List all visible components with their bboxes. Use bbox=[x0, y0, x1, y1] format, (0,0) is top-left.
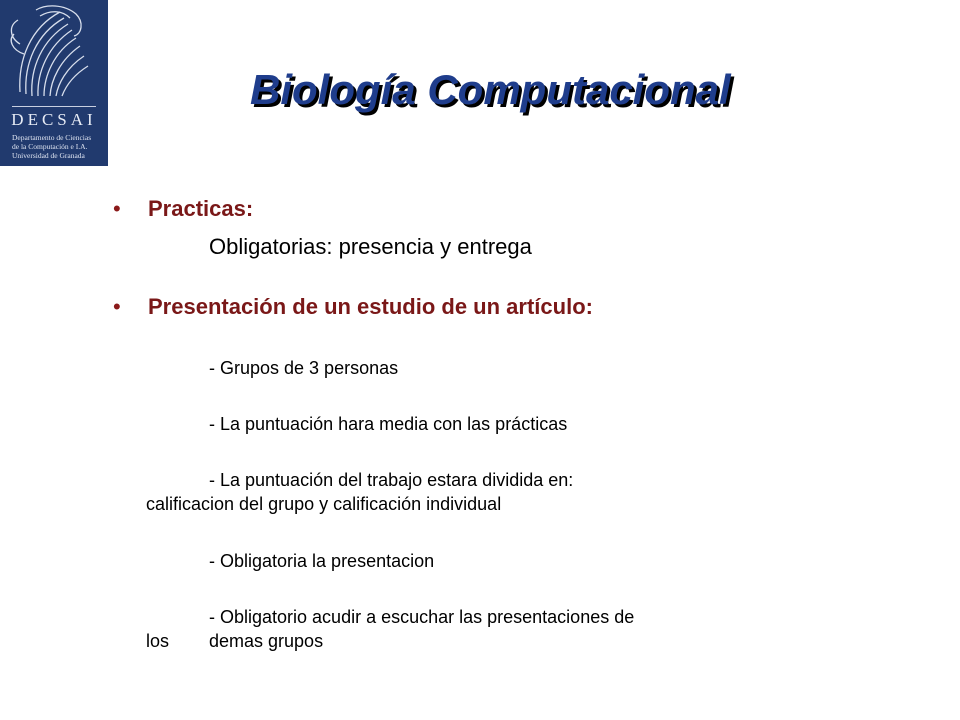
bullet-1: • bbox=[113, 196, 121, 221]
list-item-grupos: - Grupos de 3 personas bbox=[209, 358, 399, 378]
section-detail-obligatorias: Obligatorias: presencia y entrega bbox=[209, 234, 532, 259]
logo-divider bbox=[12, 106, 96, 107]
decsai-logo bbox=[0, 0, 108, 166]
decsai-logo-icon bbox=[0, 0, 108, 106]
section-heading-practicas: Practicas: bbox=[148, 196, 254, 221]
section-heading-presentacion: Presentación de un estudio de un artículo: bbox=[148, 294, 593, 319]
logo-line-1: Departamento de Ciencias bbox=[12, 133, 92, 142]
list-item-obligatorio-acudir-los: los bbox=[146, 631, 170, 651]
list-item-puntuacion-dividida-cont: calificacion del grupo y calificación individual bbox=[146, 494, 502, 514]
slide-title: Biología Computacional bbox=[250, 66, 731, 113]
list-item-puntuacion-media: - La puntuación hara media con las prácticas bbox=[209, 414, 568, 434]
list-item-obligatorio-acudir: - Obligatorio acudir a escuchar las presentaciones de bbox=[209, 607, 635, 627]
bullet-2: • bbox=[113, 294, 121, 319]
logo-line-2: de la Computación e I.A. bbox=[12, 142, 88, 151]
list-item-puntuacion-dividida: - La puntuación del trabajo estara dividida en: bbox=[209, 470, 574, 490]
logo-line-3: Universidad de Granada bbox=[12, 151, 85, 160]
list-item-obligatorio-acudir-cont: demas grupos bbox=[209, 631, 324, 651]
logo-brand: DECSAI bbox=[11, 110, 97, 129]
list-item-obligatoria-presentacion: - Obligatoria la presentacion bbox=[209, 551, 435, 571]
